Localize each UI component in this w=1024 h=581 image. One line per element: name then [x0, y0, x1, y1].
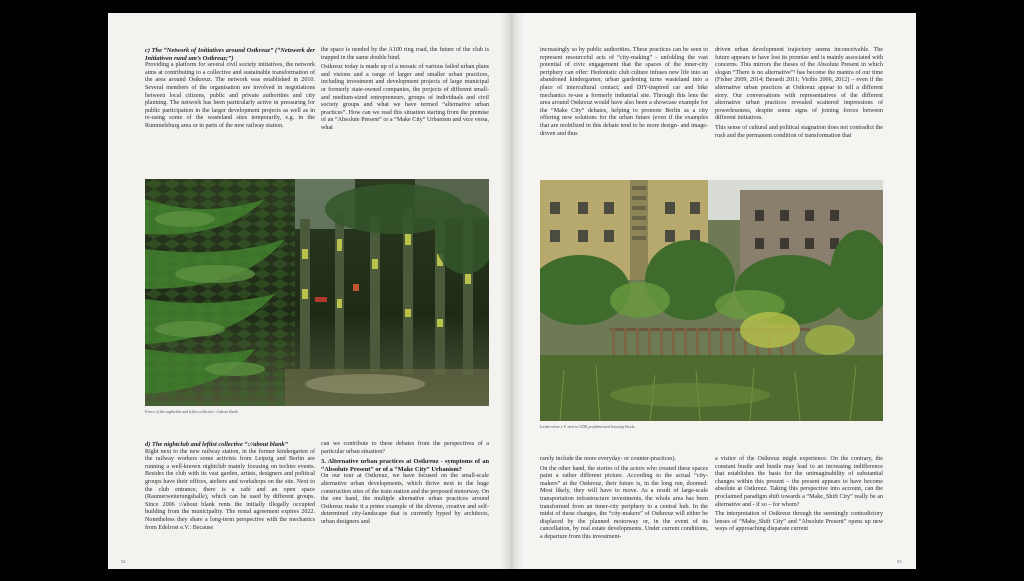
paragraph: increasingly so by public authorities. These practices can be seen to represent resourceful acts of “city-making” - unfolding the vast potential of civic engagement that the spaces of the inner-city periphery can offer: Hedonistic club culture infuses new life into an abandoned kindergarten; urban gardening turns wasteland into a place of intercultural contact; and DIY-inspired car and bike mechanics re-use a formerly industrial site. Through this lens the area around Ostkreuz would have also been a showcase example for the “Make City” debates, helping to promote Berlin as a city offering new solutions for the urban future (even if the examples that are mobilized in this debate tend to be more design- and image-driven and thus [540, 47, 708, 137]
page-number: 52 [121, 559, 126, 564]
nightclub-fence-photo [145, 179, 489, 406]
page-number: 53 [897, 559, 902, 564]
photo-caption: Laskerwiese e.V. next to GDR prefabricated housing blocks [540, 424, 635, 429]
photo-caption: Fence of the nightclub and leftist collective ://about blank [145, 409, 238, 414]
paragraph: On our tour at Ostkreuz, we have focused on the small-scale alternative urban developments, which thrive next to the huge construction sites of the train station and the proposed motorway. On the one hand, the multiple alternative urban practices around Ostkreuz make it a prime example of the diverse, creative and self-determined city-landscape that is currently hyped by architects, urban designers and [321, 473, 489, 525]
paragraph: rarely include the more everyday- or counter-practices). [540, 456, 677, 462]
section-c-heading: c) The “Network of Initiatives around Ostkreuz” (“Netzwerk der Initiativen rund um’s Ostkreuz;”) [145, 47, 315, 62]
right-top-column-2 [715, 47, 883, 142]
right-bottom-column-1 [540, 456, 708, 544]
paragraph: Ostkreuz today is made up of a mosaic of various failed urban plans and visions and a range of larger and smaller urban practices, including investment and development projects of large municipal or formerly state-owned companies, the projects of different small- and medium-sized entrepreneurs, groups of individuals and civil society groups and what we have termed “alternative urban practices”. How can we read this situation starting from the premise of an “Absolute Present” or a “Make City” Urbanism and vice versa, what [321, 64, 489, 131]
right-bottom-column-2 [715, 456, 883, 536]
right-top-column-1 [540, 47, 708, 140]
paragraph: a visitor of the Ostkreuz might experience. On the contrary, the constant bustle and bustle may lead to an increasing indifference that establishes the basis for the unimaginability of substantial changes within this present – the present appears to have become absolute at Ostkreuz. Taking this perspective into account, can the proclaimed paradigm shift towards a “Make_Shift City” really be an alternative and - if so – for whom? [715, 456, 883, 508]
paragraph: On the other hand, the stories of the actors who created these spaces paint a rather different picture. According to the actual “city-makers” at the Ostkreuz, their future is, in the long run, doomed: Most likely, they will have to move. As a result of large-scale transportation infrastructure investments, the whole area has been transformed from an inner-city periphery to a central hub. In the midst of these changes, the “city-makers” of Ostkreuz will either be displaced by the planned motorway or, in the event of its cancellation, by real estate developments. Under current conditions, a departure from this investment- [540, 465, 708, 540]
paragraph: the space is needed by the A100 ring road, the future of the club is trapped in the same double bind. [321, 47, 489, 61]
right-page [512, 13, 916, 569]
section-c-body: Providing a platform for several civil society initiatives, the network aims at contributing to a collective and sustainable transformation of the area around Ostkreuz. The network was established in 2010. Several members of the organisation are involved in negotiations between local citizens, public and private authorities and city planning. The network has been particularly active in pressuring for public participation in the larger development projects as well as in re-using some of the wasteland sites temporarily, e.g. in the Rummelsburg area or in parts of the new railway station. [145, 62, 315, 129]
section-d-body: Right next to the new railway station, in the former kindergarten of the railway workers some activists from Leipzig and Berlin are running a well-known nightclub mainly focusing on techno events. Besides the club with its vast garden, artists, designers and political groups have their offices, ateliers and workshops on the site. Next to the club entrance, there is a café and an open space (Raumerweiterungshalle), which can be used by different groups. Since 2006 ://about blank rents the initially illegally occupied building from the municipality. The rental agreement expires 2022. Nonetheless they share a long-term perspective with the mechanics from Edelrost e.V.: Because [145, 448, 315, 531]
paragraph: This sense of cultural and political stagnation does not contradict the rush and the permanent condition of transformation that [715, 124, 883, 139]
left-page [108, 13, 512, 569]
paragraph: driven urban development trajectory seems inconceivable. The future appears to have lost its promise and is mainly associated with concerns. This mirrors the theses of the Absolute Present in which slogan “There is no alternative”¹ has become the mantra of our time (Fisher 2009, 2014; Berardi 2011; Virilio 2006, 2012) – even if the alternative urban practices at Ostkreuz appear to tell a different story. Our conversations with representatives of the different alternative urban practices revealed scattered impressions of powerlessness, despite some signs of joining forces between different initiatives. [715, 47, 883, 122]
left-top-column-2 [321, 47, 489, 135]
left-bottom-column-2 [321, 441, 489, 529]
left-bottom-column-1 [145, 441, 315, 534]
section-d-heading: d) The nightclub and leftist collective “://about blank” [145, 441, 288, 448]
garden-housing-photo [540, 180, 883, 421]
paragraph: The interpretation of Ostkreuz through the seemingly contradictory lenses of “Make_Shift City” and “Absolute Present” opens up new ways of approaching disparate current [715, 511, 883, 533]
section-3-heading: 3. Alternative urban practices at Ostkreuz - symptoms of an “Absolute Present” or of a “Make City” Urbanism? [321, 458, 489, 473]
left-top-column-1 [145, 47, 315, 133]
paragraph: can we contribute to these debates from the perspectives of a particular urban situation? [321, 441, 489, 455]
